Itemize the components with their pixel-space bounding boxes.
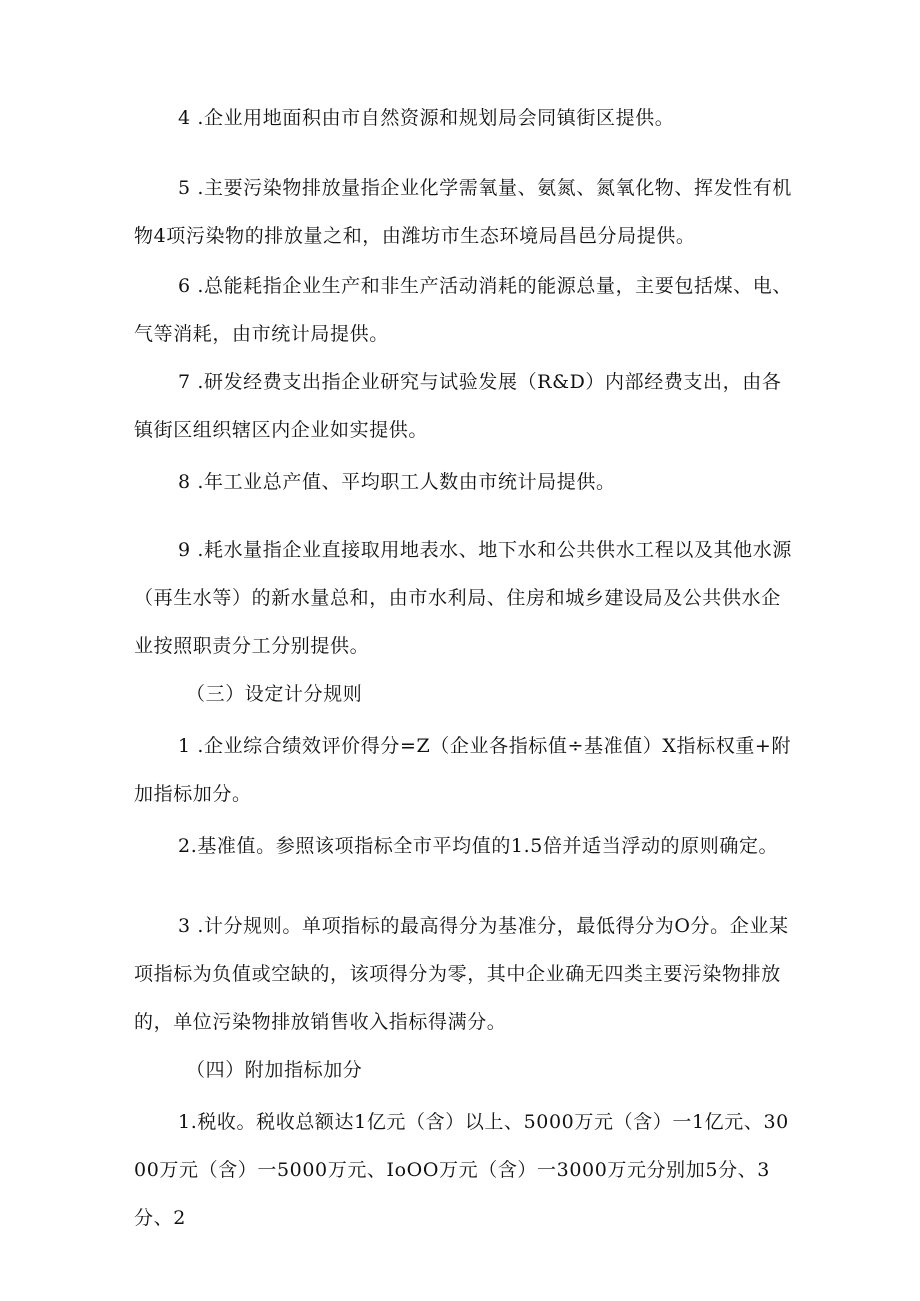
paragraph-item-7: 7 .研发经费支出指企业研究与试验发展（R&D）内部经费支出，由各镇街区组织辖区内企业如实提供。 <box>134 371 782 441</box>
paragraph-tax-bonus: 1.税收。税收总额达1亿元（含）以上、5000万元（含）一1亿元、3000万元（含）一5000万元、IoOO万元（含）一3000万元分别加5分、3分、2 <box>134 1111 789 1229</box>
section-heading-bonus-points: （四）附加指标加分 <box>186 1059 363 1081</box>
paragraph-rule-3: 3 .计分规则。单项指标的最高得分为基准分，最低得分为O分。企业某项指标为负值或空缺的，该项得分为零，其中企业确无四类主要污染物排放的，单位污染物排放销售收入指标得满分。 <box>134 915 789 1033</box>
paragraph-rule-2: 2.基准值。参照该项指标全市平均值的1.5倍并适当浮动的原则确定。 <box>178 835 779 857</box>
paragraph-item-9: 9 .耗水量指企业直接取用地表水、地下水和公共供水工程以及其他水源（再生水等）的新水量总和，由市水利局、住房和城乡建设局及公共供水企业按照职责分工分别提供。 <box>134 539 792 657</box>
paragraph-item-4: 4 .企业用地面积由市自然资源和规划局会同镇街区提供。 <box>178 107 675 129</box>
paragraph-item-8: 8 .年工业总产值、平均职工人数由市统计局提供。 <box>178 471 616 493</box>
section-heading-scoring-rules: （三）设定计分规则 <box>186 683 363 705</box>
paragraph-rule-1: 1 .企业综合绩效评价得分=Z（企业各指标值÷基准值）X指标权重+附加指标加分。 <box>134 735 792 805</box>
paragraph-item-5: 5 .主要污染物排放量指企业化学需氧量、氨氮、氮氧化物、挥发性有机物4项污染物的排放量之和，由潍坊市生态环境局昌邑分局提供。 <box>134 177 792 247</box>
paragraph-item-6: 6 .总能耗指企业生产和非生产活动消耗的能源总量，主要包括煤、电、气等消耗，由市统计局提供。 <box>134 275 792 345</box>
